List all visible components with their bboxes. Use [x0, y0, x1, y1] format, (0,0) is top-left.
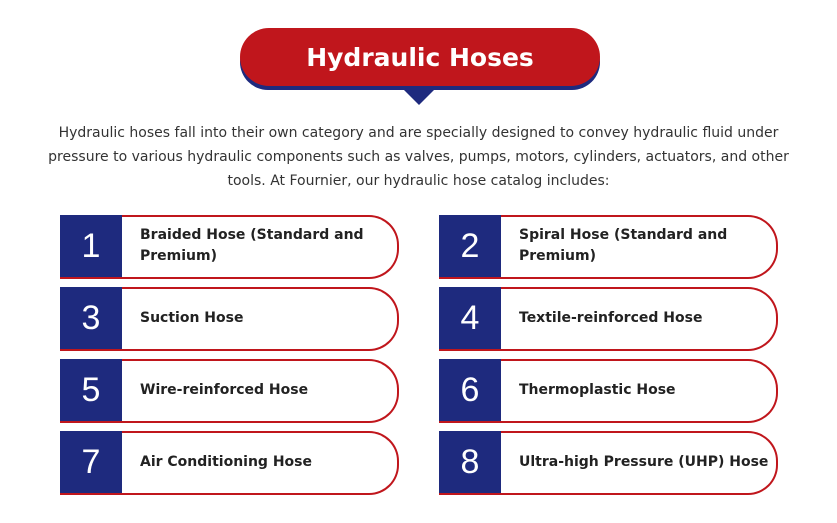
list-item-1	[60, 215, 400, 277]
list-item-3	[60, 287, 400, 349]
title-pointer-icon	[403, 89, 435, 105]
list-item-2	[439, 215, 779, 277]
list-item-number: 5	[60, 359, 122, 421]
page-title: Hydraulic Hoses	[240, 28, 600, 86]
list-item-number: 4	[439, 287, 501, 349]
list-item-number: 6	[439, 359, 501, 421]
list-item-number: 8	[439, 431, 501, 493]
list-item-number: 3	[60, 287, 122, 349]
list-item-number: 7	[60, 431, 122, 493]
list-item-5	[60, 359, 400, 421]
list-item-4	[439, 287, 779, 349]
list-item-label: Thermoplastic Hose	[519, 381, 676, 398]
list-item-number: 1	[60, 215, 122, 277]
list-item-6	[439, 359, 779, 421]
list-item-label: Suction Hose	[140, 309, 244, 326]
intro-paragraph: Hydraulic hoses fall into their own category and are specially designed to convey hydraulic fluid under pressure to various hydraulic components such as valves, pumps, motors, cylinders, actuators, and other tools. At Fournier, our hydraulic hose catalog includes:	[48, 125, 789, 189]
list-item-number: 2	[439, 215, 501, 277]
list-item-7	[60, 431, 400, 493]
list-item-label: Wire-reinforced Hose	[140, 381, 309, 398]
title-banner	[240, 28, 600, 92]
list-item-label: Spiral Hose (Standard and Premium)	[519, 227, 728, 264]
list-item-label: Ultra-high Pressure (UHP) Hose	[519, 453, 769, 470]
list-item-8	[439, 431, 779, 493]
list-item-label: Air Conditioning Hose	[140, 453, 312, 470]
list-item-label: Textile-reinforced Hose	[519, 309, 703, 326]
list-item-label: Braided Hose (Standard and Premium)	[140, 227, 364, 264]
